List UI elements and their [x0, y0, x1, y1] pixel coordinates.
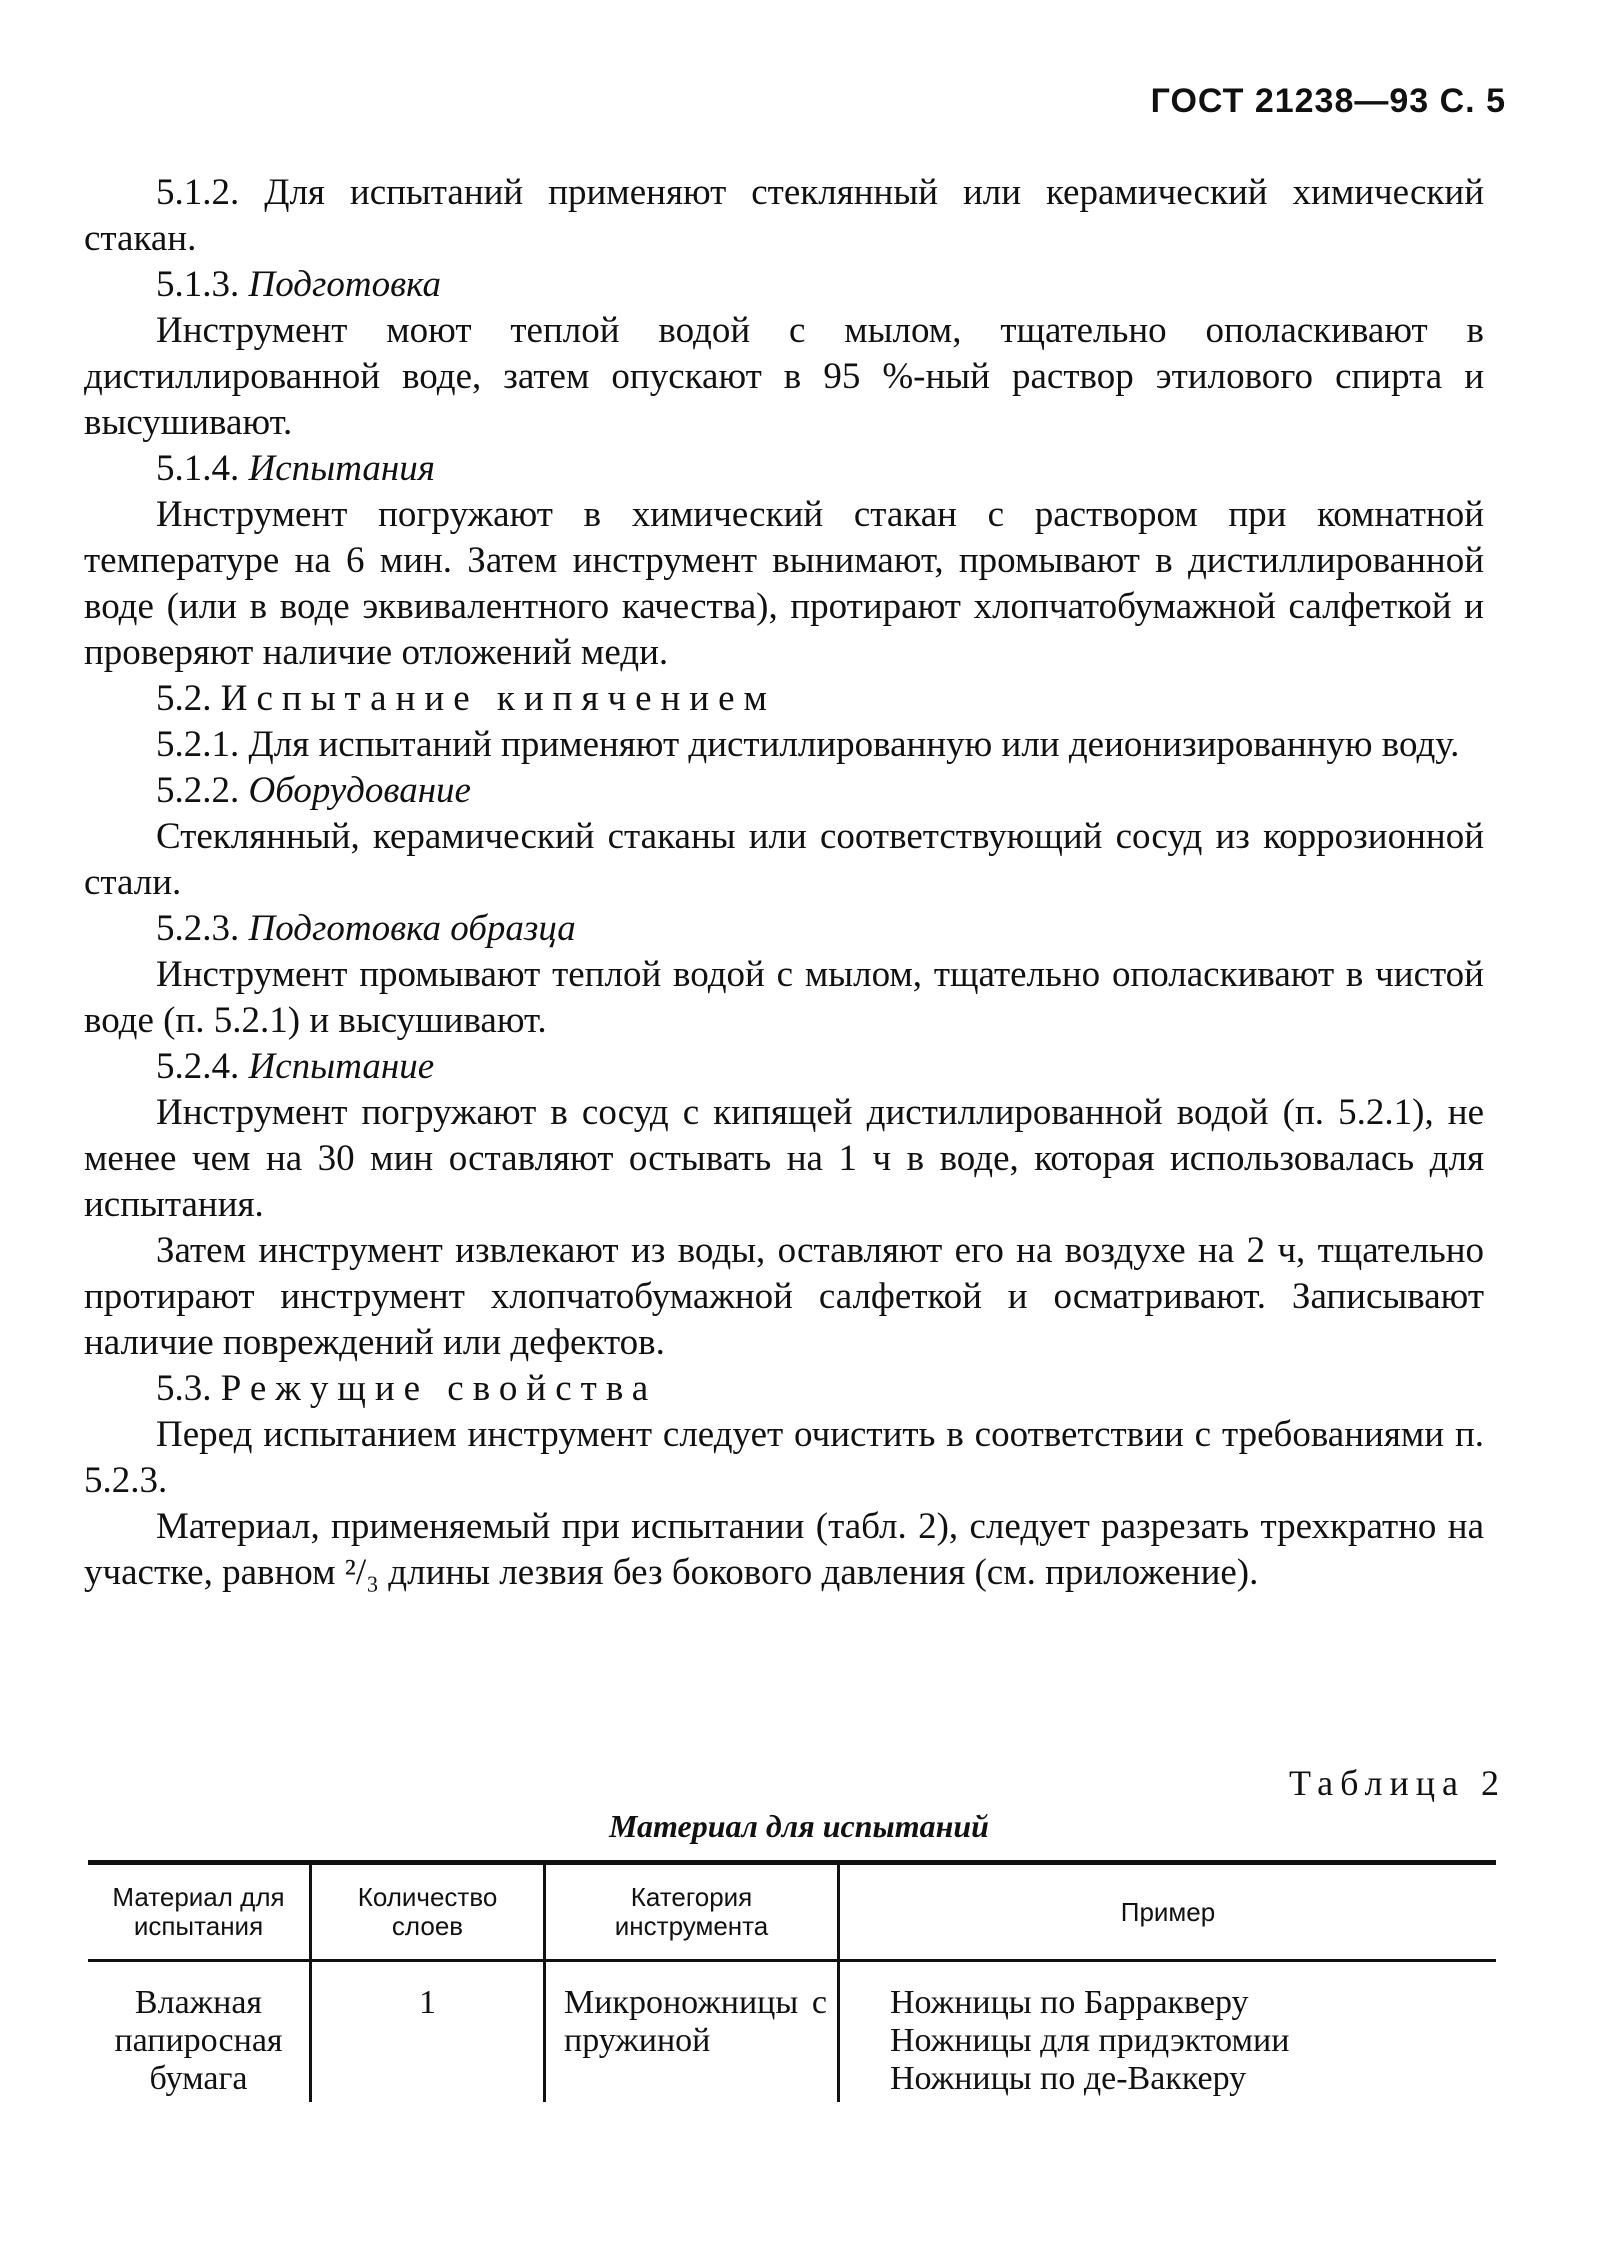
example-item: Ножницы по де-Ваккеру [890, 2060, 1247, 2097]
materials-table [88, 1860, 1496, 2102]
cell-material: Влажная папиросная бумага [114, 1984, 283, 2097]
heading-text: Испытание [248, 1046, 435, 1087]
paragraph-5-2-3: Инструмент промывают теплой водой с мылом, тщательно ополаскивают в чистой воде (п. 5.2.1) и высушивают. [84, 954, 1484, 1041]
heading-text: Подготовка образца [248, 908, 576, 949]
table-title: Материал для испытаний [609, 1808, 989, 1844]
paragraph-5-2-4-b: Затем инструмент извлекают из воды, оставляют его на воздухе на 2 ч, тщательно протирают инструмент хлопчатобумажной салфеткой и осматривают. Записывают наличие повреждений или дефектов. [84, 1230, 1484, 1363]
column-header-layers: Количество слоев [311, 1863, 545, 1961]
heading-text: Испытания [248, 448, 435, 489]
heading-number: 5.2.2. [156, 770, 240, 811]
example-item: Ножницы для придэктомии [890, 2022, 1290, 2059]
paragraph-5-3-b: Материал, применяемый при испытании (табл. 2), следует разрезать трехкратно на участке, равном ²/₃ длины лезвия без бокового давления (см. приложение). [84, 1506, 1484, 1593]
heading-text: Подготовка [248, 264, 442, 305]
heading-5-2-2 [84, 768, 1484, 814]
paragraph-5-1-3: Инструмент моют теплой водой с мылом, тщательно ополаскивают в дистиллированной воде, затем опускают в 95 %-ный раствор этилового спирта и высушивают. [84, 310, 1484, 443]
paragraph-5-3-a: Перед испытанием инструмент следует очистить в соответствии с требованиями п. 5.2.3. [84, 1414, 1484, 1501]
cell-layers: 1 [311, 1961, 545, 2103]
column-header-material: Материал для испытания [88, 1863, 311, 1961]
column-header-category: Категория инструмента [545, 1863, 839, 1961]
heading-5-1-4 [84, 446, 1484, 492]
cell-examples [839, 1961, 1497, 2103]
paragraph-5-2-1: 5.2.1. Для испытаний применяют дистиллированную или деионизированную воду. [156, 724, 1460, 765]
heading-text: Испытание кипячением [220, 678, 776, 719]
table-label: Таблица 2 [1289, 1763, 1506, 1803]
heading-5-2-4 [84, 1044, 1484, 1090]
paragraph-5-2-4-a: Инструмент погружают в сосуд с кипящей дистиллированной водой (п. 5.2.1), не менее чем на 30 мин оставляют остывать на 1 ч в воде, которая использовалась для испытания. [84, 1092, 1484, 1225]
page-header: ГОСТ 21238—93 С. 5 [1150, 82, 1506, 120]
paragraph-5-1-2: 5.1.2. Для испытаний применяют стеклянный или керамический химический стакан. [84, 172, 1484, 259]
heading-text: Режущие свойства [220, 1368, 658, 1409]
table-row [88, 1961, 1496, 2103]
column-header-example: Пример [839, 1863, 1497, 1961]
paragraph-5-2-2: Стеклянный, керамический стаканы или соответствующий сосуд из коррозионной стали. [84, 816, 1484, 903]
document-body [84, 170, 1484, 1596]
heading-5-2-3 [84, 906, 1484, 952]
cell-category: Микроножницы с пружиной [545, 1961, 839, 2103]
table-header-row [88, 1863, 1496, 1961]
heading-number: 5.2.3. [156, 908, 240, 949]
heading-number: 5.1.3. [156, 264, 240, 305]
heading-5-1-3 [84, 262, 1484, 308]
example-item: Ножницы по Барракверу [890, 1984, 1249, 2021]
heading-number: 5.1.4. [156, 448, 240, 489]
heading-text: Оборудование [248, 770, 471, 811]
heading-5-3 [84, 1366, 1484, 1412]
paragraph-5-1-4: Инструмент погружают в химический стакан с раствором при комнатной температуре на 6 мин. Затем инструмент вынимают, промывают в дистиллированной воде (или в воде эквивалентного качества), протирают хлопчатобумажной салфеткой и проверяют наличие отложений меди. [84, 494, 1484, 673]
heading-number: 5.3. [156, 1368, 212, 1409]
heading-number: 5.2. [156, 678, 212, 719]
heading-5-2 [84, 676, 1484, 722]
heading-number: 5.2.4. [156, 1046, 240, 1087]
